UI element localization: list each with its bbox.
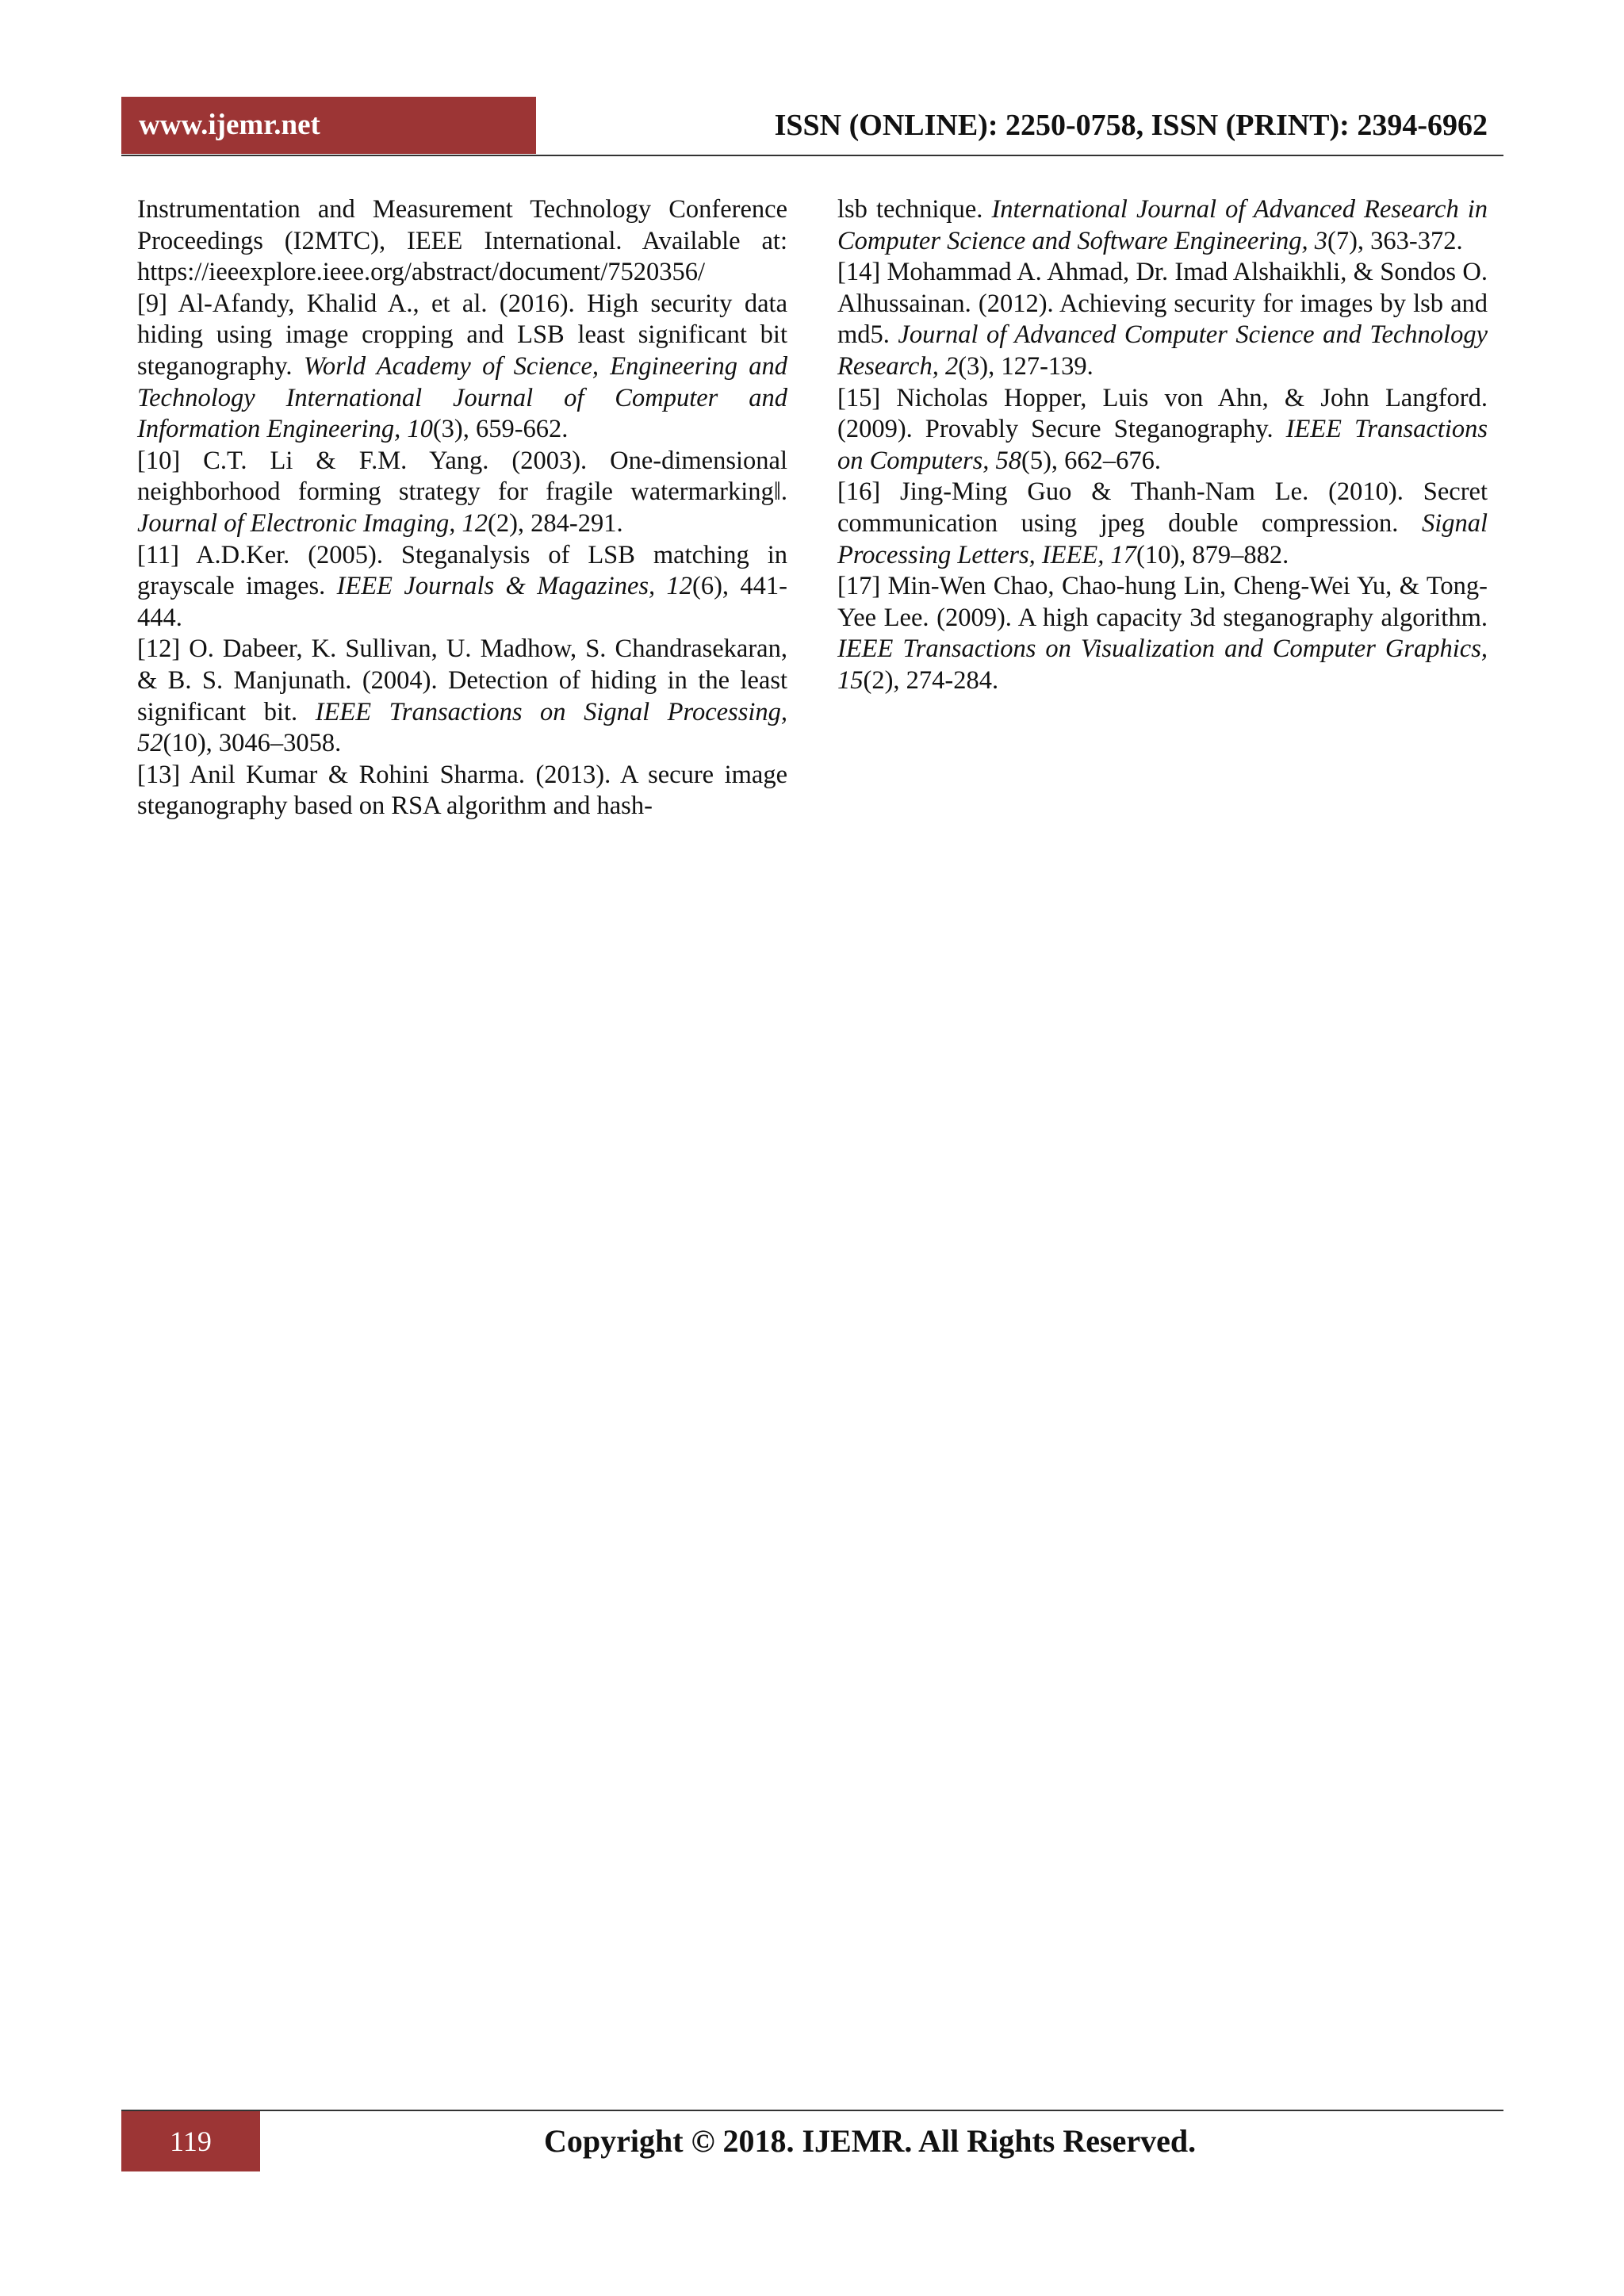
reference-entry: lsb technique. International Journal of Advanced Research in Computer Science and Software Engineering, 3(7), 363-372. [837,195,1488,255]
reference-entry: [13] Anil Kumar & Rohini Sharma. (2013). A secure image steganography based on RSA algorithm and hash- [137,760,787,821]
page-footer [121,2110,1503,2173]
reference-entry: [10] C.T. Li & F.M. Yang. (2003). One-dimensional neighborhood forming strategy for fragile watermarking‖. Journal of Electronic Imaging, 12(2), 284-291. [137,446,787,538]
reference-entry: [9] Al-Afandy, Khalid A., et al. (2016). High security data hiding using image cropping and LSB least significant bit steganography. World Academy of Science, Engineering and Technology International Journal of Computer and Information Engineering, 10(3), 659-662. [137,289,787,444]
reference-entry: [15] Nicholas Hopper, Luis von Ahn, & John Langford. (2009). Provably Secure Steganography. IEEE Transactions on Computers, 58(5), 662–676. [837,383,1488,475]
issn-label: ISSN (ONLINE): 2250-0758, ISSN (PRINT): 2394-6962 [774,109,1488,142]
reference-entry: Instrumentation and Measurement Technology Conference Proceedings (I2MTC), IEEE International. Available at: https://ieeexplore.ieee.org/abstract/document/7520356/ [137,195,787,287]
journal-website: www.ijemr.net [121,97,536,154]
header-divider [121,155,1503,156]
references-left-column [137,194,787,822]
copyright-notice: Copyright © 2018. IJEMR. All Rights Reserved. [544,2123,1197,2159]
reference-entry: [17] Min-Wen Chao, Chao-hung Lin, Cheng-Wei Yu, & Tong-Yee Lee. (2009). A high capacity 3d steganography algorithm. IEEE Transactions on Visualization and Computer Graphics, 15(2), 274-284. [837,572,1488,695]
page-number: 119 [121,2111,260,2171]
page-header [121,97,1503,155]
reference-entry: [11] A.D.Ker. (2005). Steganalysis of LSB matching in grayscale images. IEEE Journals & Magazines, 12(6), 441-444. [137,540,788,632]
reference-entry: [12] O. Dabeer, K. Sullivan, U. Madhow, S. Chandrasekaran, & B. S. Manjunath. (2004). Detection of hiding in the least significant bit. IEEE Transactions on Signal Processing, 52(10), 3046–3058. [137,634,787,758]
reference-entry: [14] Mohammad A. Ahmad, Dr. Imad Alshaikhli, & Sondos O. Alhussainan. (2012). Achieving security for images by lsb and md5. Journal of Advanced Computer Science and Technology Research, 2(3), 127-139. [837,258,1488,381]
reference-entry: [16] Jing-Ming Guo & Thanh-Nam Le. (2010). Secret communication using jpeg double compression. Signal Processing Letters, IEEE, 17(10), 879–882. [837,477,1488,569]
references-right-column [837,194,1488,697]
